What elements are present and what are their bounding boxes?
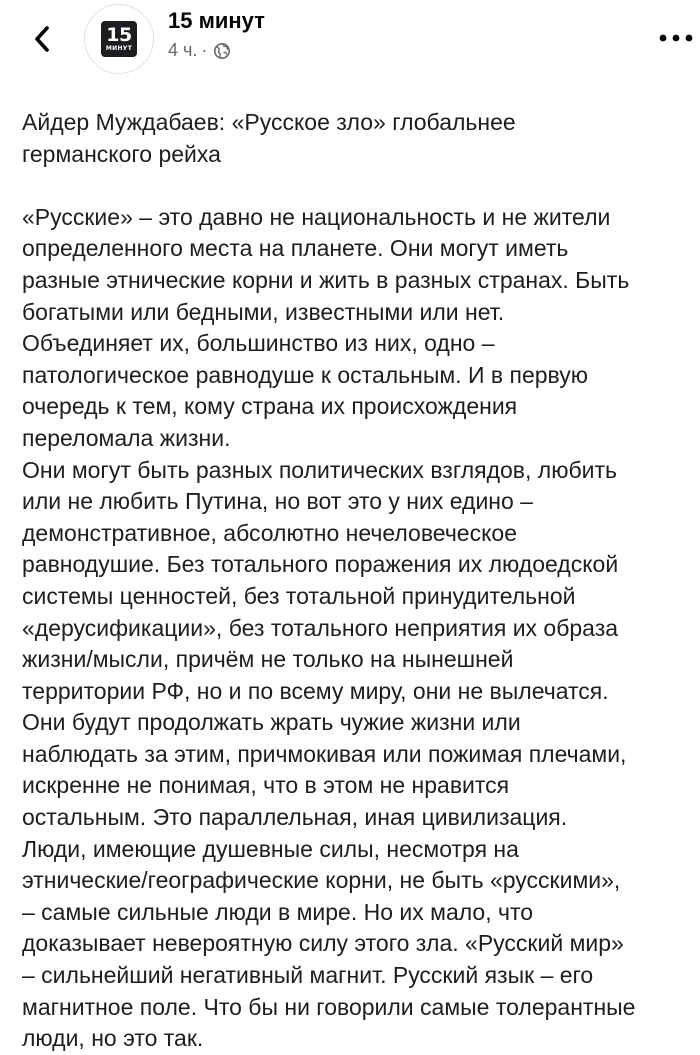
post-line: богатыми или бедными, известными или нет. [22,298,505,325]
post-line: жизни/мысли, причём не только на нынешней [22,646,514,673]
post-line: равнодушие. Без тотального поражения их людоедской [22,551,619,578]
post-header [0,0,700,80]
post-line: – сильнейший негативный магнит. Русский язык – его [22,962,594,989]
post-line: территории РФ, но и по всему миру, они не вылечатся. [22,677,609,704]
post-line: «дерусификации», без тотального неприятия их образа [22,614,619,641]
post-line: этнические/географические корни, не быть «русскими», [22,867,621,894]
page-name[interactable]: 15 минут [168,8,265,33]
post-line: переломала жизни. [22,424,231,451]
post-line: Они будут продолжать жрать чужие жизни или [22,709,521,736]
post-text [22,202,700,1055]
back-button[interactable] [28,24,56,54]
post-line: патологическое равнодуше к остальным. И в первую [22,361,588,388]
post-line: или не любить Путина, но вот это у них едино – [22,488,533,515]
globe-icon [213,42,231,60]
post-line: наблюдать за этим, причмокивая или пожимая плечами, [22,740,627,767]
post-line: разные этнические корни и жить в разных странах. Быть [22,266,630,293]
avatar-number: 15 [106,23,132,46]
post-line: доказывает невероятную силу этого зла. «Русский мир» [22,930,624,957]
post-line: определенного места на планете. Они могут иметь [22,235,569,262]
post-body [22,107,700,1055]
post-title-line: Айдер Муждабаев: «Русское зло» глобальнее [22,109,516,135]
post-line: системы ценностей, без тотальной принудительной [22,582,576,609]
meta-separator: · [201,40,208,60]
post-line: магнитное поле. Что бы ни говорили самые толерантные [22,993,636,1020]
post-line: Объединяет их, большинство из них, одно – [22,330,495,357]
paragraph-spacer [22,170,700,202]
more-options-button[interactable] [658,28,694,48]
more-dots-icon [659,34,693,42]
post-time[interactable]: 4 ч. [168,40,198,60]
post-line: люди, но это так. [22,1025,204,1052]
post-line: очередь к тем, кому страна их происхождения [22,393,518,420]
post-line: демонстративное, абсолютно нечеловеческое [22,519,518,546]
post-title [22,107,622,170]
post-line: остальным. Это параллельная, иная цивилизация. [22,804,568,831]
post-line: Люди, имеющие душевные силы, несмотря на [22,835,519,862]
post-line: «Русские» – это давно не национальность и не жители [22,203,611,230]
avatar[interactable] [84,4,154,74]
chevron-left-icon [34,26,50,52]
avatar-logo [101,21,137,57]
post-title-line: германского рейха [22,140,221,167]
post-line: искренне не понимая, что в этом не нравится [22,772,510,799]
post-meta [168,40,231,61]
post-line: Они могут быть разных политических взглядов, любить [22,456,618,483]
avatar-word: МИНУТ [105,44,133,52]
post-line: – самые сильные люди в мире. Но их мало, что [22,898,534,925]
